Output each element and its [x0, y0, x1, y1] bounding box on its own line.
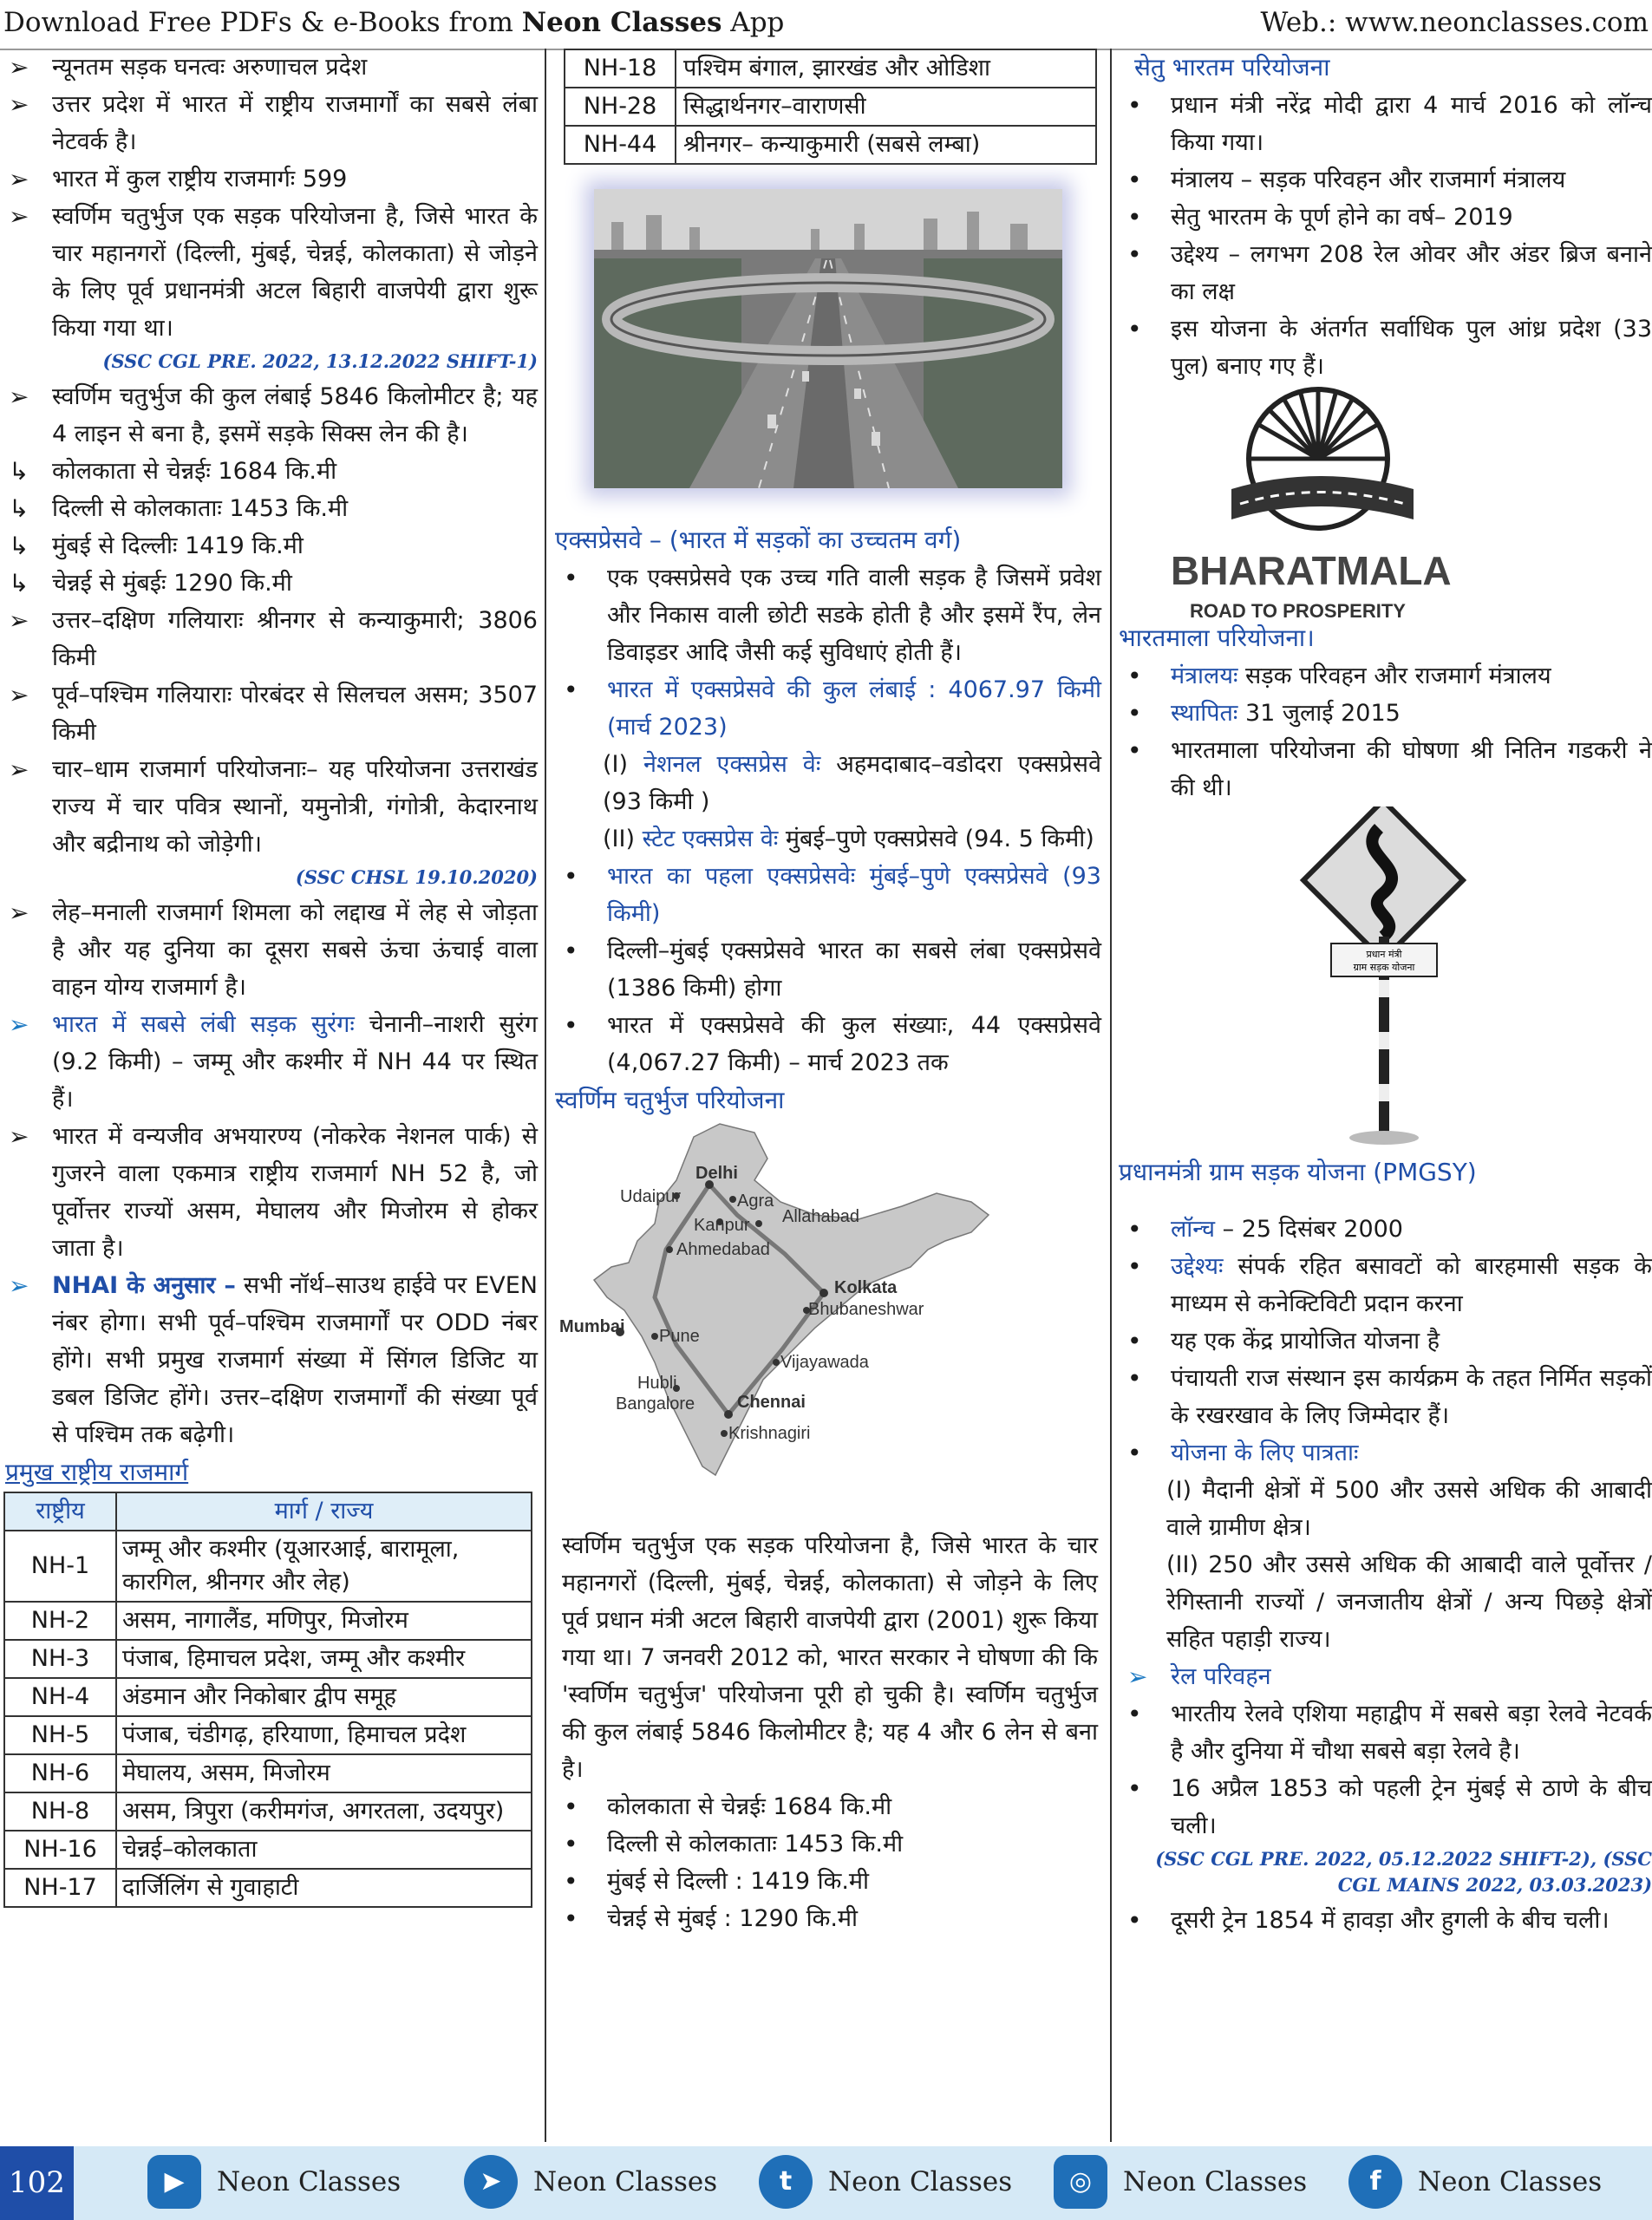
sub-item [0, 453, 538, 490]
item-text: न्यूनतम सड़क घनत्वः अरुणाचल प्रदेश [52, 54, 368, 81]
list-item [0, 378, 538, 453]
item-text: पंचायती राज संस्थान इस कार्यक्रम के तहत निर्मित सड़कों के रखरखाव के लिए जिम्मेदार हैं। [1171, 1365, 1652, 1429]
highway-number: NH-44 [565, 126, 676, 164]
arrow-bullet-icon: ➢ [9, 898, 29, 927]
item-heading: मंत्रालयः [1171, 663, 1238, 689]
highway-route: श्रीनगर– कन्याकुमारी (सबसे लम्बा) [676, 126, 1096, 164]
item-text: चेनानी–नाशरी सुरंग (9.2 किमी) – जम्मू और कश्मीर में NH 44 पर स्थित हैं। [52, 1011, 538, 1113]
sub-item [555, 820, 1101, 858]
list-item [0, 751, 538, 863]
bullet-icon: • [1127, 91, 1142, 120]
bullet-icon: • [564, 1830, 578, 1858]
social-label: Neon Classes [828, 2166, 1013, 2197]
table-row [4, 1792, 532, 1831]
bullet-icon: • [1127, 1252, 1142, 1281]
list-item [0, 86, 538, 160]
highway-number: NH-28 [565, 88, 676, 126]
sub-item [0, 565, 538, 602]
list-item [1119, 657, 1652, 695]
section-heading: प्रधानमंत्री ग्राम सड़क योजना (PMGSY) [1119, 1158, 1477, 1186]
bullet-icon: • [564, 676, 578, 704]
instagram-icon: ◎ [1054, 2155, 1107, 2209]
list-item [1119, 1248, 1652, 1322]
map-label-hubli: Hubli [637, 1374, 677, 1393]
item-heading: योजना के लिए पात्रताः [1171, 1440, 1359, 1466]
list-item [1119, 161, 1652, 199]
list-item [0, 894, 538, 1006]
arrow-bullet-icon: ➢ [9, 606, 29, 635]
bullet-icon: • [564, 564, 578, 592]
section-heading: सेतु भारतम परियोजना [1134, 53, 1330, 82]
map-label-ahmedabad: Ahmedabad [676, 1240, 770, 1259]
page-number: 102 [0, 2146, 74, 2220]
sign-line-1: प्रधान मंत्री [1366, 949, 1402, 960]
logo-title: BHARATMALA [1171, 548, 1452, 593]
table-title: प्रमुख राष्ट्रीय राजमार्ग [5, 1458, 189, 1486]
arrow-bullet-icon: ➢ [9, 382, 29, 411]
item-heading: रेल परिवहन [1171, 1663, 1271, 1690]
highway-number: NH-8 [4, 1792, 116, 1831]
map-label-kanpur: Kanpur [694, 1216, 750, 1235]
highway-image [594, 189, 1062, 488]
item-text: संपर्क रहित बसावटों को बारहमासी सड़क के माध्यम से कनेक्टिविटी प्रदान करना [1171, 1253, 1652, 1317]
map-label-bhubaneshwar: Bhubaneshwar [808, 1300, 924, 1319]
bullet-icon: • [1127, 1774, 1142, 1803]
bullet-icon: • [1127, 1439, 1142, 1467]
map-label-vijayawada: Vijayawada [780, 1353, 869, 1372]
list-item [1119, 732, 1652, 806]
list-item [555, 858, 1101, 932]
item-text: दूसरी ट्रेन 1854 में हावड़ा और हुगली के बीच चली। [1171, 1907, 1610, 1934]
highway-route: सिद्धार्थनगर–वाराणसी [676, 88, 1096, 126]
list-item [0, 602, 538, 676]
table-row [4, 1678, 532, 1716]
logo-subtitle: ROAD TO PROSPERITY [1190, 600, 1406, 622]
sign-line-2: ग्राम सड़क योजना [1353, 962, 1415, 973]
bullet-icon: • [564, 937, 578, 965]
header-website[interactable]: Web.: www.neonclasses.com [1260, 7, 1649, 38]
map-label-pune: Pune [659, 1327, 700, 1346]
header-prefix: Download Free PDFs & e-Books from [3, 7, 522, 38]
highway-route: पंजाब, चंडीगढ़, हरियाणा, हिमाचल प्रदेश [116, 1716, 532, 1754]
bullet-icon: • [564, 1011, 578, 1040]
list-item [555, 1825, 1101, 1863]
bullet-icon: • [564, 1792, 578, 1821]
twitter-icon: t [759, 2155, 813, 2209]
arrow-bullet-icon: ➢ [9, 53, 29, 82]
item-text: अहमदाबाद–वडोदरा एक्सप्रेसवे (93 किमी ) [603, 751, 1102, 815]
list-item [555, 1788, 1101, 1825]
bullet-icon: • [1127, 240, 1142, 269]
highway-number: NH-3 [4, 1640, 116, 1678]
item-text: चार–धाम राजमार्ग परियोजनाः– यह परियोजना उत्तराखंड राज्य में चार पवित्र स्थानों, यमुनोत्री, गंगोत्री, केदारनाथ और बद्रीनाथ को जोड़ेगी। [52, 756, 538, 858]
social-label: Neon Classes [217, 2166, 402, 2197]
arrow-bullet-icon: ➢ [9, 1010, 29, 1039]
highway-table-continued [564, 49, 1097, 165]
table-row [4, 1716, 532, 1754]
map-label-allahabad: Allahabad [782, 1207, 859, 1226]
page-header [0, 0, 1652, 50]
sub-item [555, 746, 1101, 820]
arrow-bullet-icon: ➢ [1127, 1662, 1148, 1691]
item-text: उत्तर–दक्षिण गलियाराः श्रीनगर से कन्याकुमारी; 3806 किमी [52, 607, 538, 671]
map-label-mumbai: Mumbai [559, 1317, 625, 1336]
column-divider [545, 49, 546, 2142]
item-text: लेह–मनाली राजमार्ग शिमला को लद्दाख में लेह से जोड़ता है और यह दुनिया का दूसरा सबसे ऊंचा ऊंचाई वाला वाहन योग्य राजमार्ग है। [52, 899, 538, 1001]
item-text: दिल्ली से कोलकाताः 1453 कि.मी [52, 495, 349, 522]
item-text: उत्तर प्रदेश में भारत में राष्ट्रीय राजमार्गों का सबसे लंबा नेटवर्क है। [52, 91, 538, 155]
table-row [4, 1754, 532, 1792]
map-label-agra: Agra [737, 1192, 774, 1211]
bullet-icon: • [1127, 1215, 1142, 1244]
list-item [1119, 695, 1652, 732]
map-label-chennai: Chennai [737, 1393, 806, 1412]
table-row [565, 126, 1096, 164]
list-item [1119, 1360, 1652, 1434]
item-text: यह एक केंद्र प्रायोजित योजना है [1171, 1328, 1440, 1355]
item-text: 16 अप्रैल 1853 को पहली ट्रेन मुंबई से ठाणे के बीच चली। [1171, 1775, 1652, 1839]
highway-number: NH-2 [4, 1602, 116, 1640]
item-text: दिल्ली–मुंबई एक्सप्रेसवे भारत का सबसे लंबा एक्सप्रेसवे (1386 किमी) होगा [607, 937, 1101, 1002]
exam-source: (SSC CHSL 19.10.2020) [295, 866, 538, 888]
bharatmala-logo [1119, 385, 1652, 654]
item-heading: लॉन्च [1171, 1216, 1216, 1243]
highway-number: NH-18 [565, 49, 676, 88]
bullet-icon: • [1127, 315, 1142, 343]
highway-route: जम्मू और कश्मीर (यूआरआई, बारामूला, कारगिल, श्रीनगर और लेह) [116, 1531, 532, 1602]
bullet-icon: • [1127, 1700, 1142, 1728]
arrow-bullet-icon: ➢ [9, 1122, 29, 1151]
column-header: मार्ग / राज्य [116, 1492, 532, 1531]
item-text: भारत का पहला एक्सप्रेसवेः मुंबई–पुणे एक्सप्रेसवे (93 किमी) [607, 863, 1101, 927]
exam-source: (SSC CGL PRE. 2022, 13.12.2022 SHIFT-1) [102, 350, 538, 372]
golden-quadrilateral-map [555, 1120, 1101, 1527]
highway-route: पश्चिम बंगाल, झारखंड और ओडिशा [676, 49, 1096, 88]
bullet-icon: • [1127, 1327, 1142, 1355]
bullet-icon: • [564, 1867, 578, 1896]
social-label: Neon Classes [533, 2166, 718, 2197]
sub-item: (II) 250 और उससे अधिक की आबादी वाले पूर्वोत्तर / रेगिस्तानी राज्यों / जनजातीय क्षेत्रों / अन्य पिछड़े क्षेत्रों सहित पहाड़ी राज्य। [1166, 1551, 1652, 1653]
item-text: कोलकाता से चेन्नईः 1684 कि.मी [52, 458, 337, 485]
bullet-icon: • [1127, 166, 1142, 194]
arrow-bullet-icon: ➢ [9, 165, 29, 193]
map-label-delhi: Delhi [695, 1164, 738, 1183]
table-row [4, 1531, 532, 1602]
section-heading: स्वर्णिम चतुर्भुज परियोजना [555, 1086, 785, 1114]
item-text: प्रधान मंत्री नरेंद्र मोदी द्वारा 4 मार्च 2016 को लॉन्च किया गया। [1171, 92, 1652, 156]
item-text: मंत्रालय – सड़क परिवहन और राजमार्ग मंत्रालय [1171, 166, 1566, 193]
arrow-bullet-icon: ➢ [9, 681, 29, 709]
highway-number: NH-16 [4, 1831, 116, 1869]
item-text: उद्देश्य – लगभग 208 रेल ओवर और अंडर ब्रिज बनाने का लक्ष [1171, 241, 1652, 305]
table-header-row [4, 1492, 532, 1531]
list-item [555, 1863, 1101, 1900]
corner-arrow-icon: ↳ [9, 569, 29, 597]
list-item [1119, 1434, 1652, 1472]
bullet-icon: • [1127, 203, 1142, 232]
highway-route: असम, त्रिपुरा (करीमगंज, अगरतला, उदयपुर) [116, 1792, 532, 1831]
highway-route: चेन्नई–कोलकाता [116, 1831, 532, 1869]
arrow-bullet-icon: ➢ [9, 90, 29, 119]
item-text: पूर्व–पश्चिम गलियाराः पोरबंदर से सिलचल असम; 3507 किमी [52, 682, 538, 746]
list-item [1119, 310, 1652, 385]
youtube-icon: ▶ [147, 2155, 201, 2209]
column-1 [0, 49, 538, 2142]
list-item [0, 1267, 538, 1453]
list-item [1119, 1211, 1652, 1248]
item-text: भारतमाला परियोजना की घोषणा श्री नितिन गडकरी ने की थी। [1171, 737, 1652, 801]
corner-arrow-icon: ↳ [9, 457, 29, 486]
column-header: राष्ट्रीय [4, 1492, 116, 1531]
item-heading: NHAI के अनुसार – [52, 1272, 236, 1299]
item-text: एक एक्सप्रेसवे एक उच्च गति वाली सड़क है जिसमें प्रवेश और निकास वाली छोटी सडके होती है और इसमें रैंप, लेन डिवाइडर आदि जैसी कई सुविधाएं होती हैं। [607, 565, 1101, 666]
list-item [1119, 87, 1652, 161]
highway-number: NH-5 [4, 1716, 116, 1754]
table-row [565, 49, 1096, 88]
facebook-icon: f [1348, 2155, 1402, 2209]
table-row [4, 1602, 532, 1640]
list-item [1119, 199, 1652, 236]
list-item [555, 559, 1101, 671]
item-text: मुंबई से दिल्लीः 1419 कि.मी [52, 532, 304, 559]
highway-route: पंजाब, हिमाचल प्रदेश, जम्मू और कश्मीर [116, 1640, 532, 1678]
list-item [1119, 1658, 1652, 1695]
item-number: (II) [603, 826, 643, 852]
map-label-krishnagiri: Krishnagiri [728, 1424, 811, 1443]
flyover-photo [594, 189, 1062, 488]
item-text: इस योजना के अंतर्गत सर्वाधिक पुल आंध्र प्रदेश (33 पुल) बनाए गए हैं। [1171, 316, 1652, 380]
section-heading: एक्सप्रेसवे – (भारत में सड़कों का उच्चतम वर्ग) [555, 526, 962, 554]
item-text: 31 जुलाई 2015 [1237, 700, 1401, 727]
highway-table [3, 1492, 532, 1908]
section-heading: भारतमाला परियोजना। [1119, 624, 1315, 652]
map-label-kolkata: Kolkata [834, 1278, 898, 1297]
arrow-bullet-icon: ➢ [9, 1271, 29, 1300]
item-number: (I) [603, 751, 643, 778]
sub-item [0, 490, 538, 527]
list-item [1119, 1770, 1652, 1845]
list-item [1119, 1322, 1652, 1360]
sub-item: (I) मैदानी क्षेत्रों में 500 और उससे अधिक की आबादी वाले ग्रामीण क्षेत्र। [1166, 1477, 1652, 1541]
telegram-icon: ➤ [464, 2155, 518, 2209]
list-item [0, 676, 538, 751]
highway-number: NH-17 [4, 1869, 116, 1907]
list-item [555, 1007, 1101, 1081]
item-text: सेतु भारतम के पूर्ण होने का वर्ष– 2019 [1171, 204, 1513, 231]
corner-arrow-icon: ↳ [9, 494, 29, 523]
arrow-bullet-icon: ➢ [9, 202, 29, 231]
list-item [1119, 1695, 1652, 1770]
highway-route: असम, नागालैंड, मणिपुर, मिजोरम [116, 1602, 532, 1640]
item-heading: नेशनल एक्सप्रेस वेः [643, 751, 821, 778]
item-text: मुंबई से दिल्ली : 1419 कि.मी [607, 1868, 870, 1895]
item-text: भारत में वन्यजीव अभयारण्य (नोकरेक नेशनल पार्क) से गुजरने वाला एकमात्र राष्ट्रीय राजमार्ग NH 52 है, जो पूर्वोत्तर राज्यों असम, मेघालय और मिजोरम से होकर जाता है। [52, 1123, 538, 1262]
item-text: दिल्ली से कोलकाताः 1453 कि.मी [607, 1831, 904, 1858]
table-row [4, 1640, 532, 1678]
item-heading: उद्देश्यः [1171, 1253, 1224, 1280]
column-2 [555, 49, 1101, 2142]
paragraph: स्वर्णिम चतुर्भुज एक सड़क परियोजना है, जिसे भारत के चार महानगरों (दिल्ली, मुंबई, चेन्नई, कोलकाता) से जोड़ने के लिए पूर्व प्रधान मंत्री अटल बिहारी वाजपेयी द्वारा (2001) शुरू किया गया था। 7 जनवरी 2012 को, भारत सरकार ने घोषणा की कि 'स्वर्णिम चतुर्भुज' परियोजना पूरी हो चुकी है। स्वर्णिम चतुर्भुज की कुल लंबाई 5846 किलोमीटर है; यह 4 और 6 लेन से बना है। [562, 1532, 1098, 1783]
sub-item [0, 527, 538, 565]
highway-number: NH-1 [4, 1531, 116, 1602]
item-text: सभी नॉर्थ–साउथ हाईवे पर EVEN नंबर होगा। सभी पूर्व–पश्चिम राजमार्गों पर ODD नंबर होंगे। सभी प्रमुख राजमार्ग संख्या में सिंगल डिजिट या डबल डिजिट होंगे। उत्तर–दक्षिण राजमार्गों की संख्या पूर्व से पश्चिम तक बढ़ेगी। [52, 1272, 538, 1448]
map-label-bangalore: Bangalore [616, 1394, 695, 1414]
exam-source: (SSC CGL PRE. 2022, 05.12.2022 SHIFT-2), (SSC CGL MAINS 2022, 03.03.2023) [1155, 1848, 1652, 1896]
item-text: भारत में एक्सप्रेसवे की कुल लंबाई : 4067.97 किमी (मार्च 2023) [607, 676, 1101, 741]
highway-route: अंडमान और निकोबार द्वीप समूह [116, 1678, 532, 1716]
map-label-udaipur: Udaipur [620, 1187, 682, 1206]
bullet-icon: • [1127, 699, 1142, 728]
list-item [0, 1006, 538, 1118]
list-item [555, 1900, 1101, 1937]
column-divider [1110, 49, 1112, 2142]
item-text: चेन्नई से मुंबई : 1290 कि.मी [607, 1905, 859, 1932]
item-text: स्वर्णिम चतुर्भुज एक सड़क परियोजना है, जिसे भारत के चार महानगरों (दिल्ली, मुंबई, चेन्नई, कोलकाता) से जोड़ने के लिए पूर्व प्रधानमंत्री अटल बिहारी वाजपेयी द्वारा शुरू किया गया था। [52, 203, 538, 342]
list-item [1119, 1902, 1652, 1939]
highway-route: मेघालय, असम, मिजोरम [116, 1754, 532, 1792]
column-3 [1119, 49, 1652, 2142]
list-item [1119, 236, 1652, 310]
list-item [555, 671, 1101, 746]
highway-route: दार्जिलिंग से गुवाहाटी [116, 1869, 532, 1907]
bullet-icon: • [1127, 1364, 1142, 1393]
header-suffix: App [722, 7, 785, 38]
bullet-icon: • [564, 1904, 578, 1933]
item-text: चेन्नई से मुंबईः 1290 कि.मी [52, 570, 292, 597]
corner-arrow-icon: ↳ [9, 532, 29, 560]
item-text: सड़क परिवहन और राजमार्ग मंत्रालय [1237, 663, 1551, 689]
social-label: Neon Classes [1123, 2166, 1308, 2197]
header-brand: Neon Classes [521, 7, 722, 38]
item-text: स्वर्णिम चतुर्भुज की कुल लंबाई 5846 किलोमीटर है; यह 4 लाइन से बना है, इसमें सड़के सिक्स लेन की है। [52, 383, 538, 447]
bullet-icon: • [564, 862, 578, 891]
table-row [4, 1869, 532, 1907]
social-label: Neon Classes [1418, 2166, 1603, 2197]
chakra-road-logo-icon [1119, 385, 1652, 654]
list-item [555, 932, 1101, 1007]
list-item [0, 160, 538, 198]
table-row [565, 88, 1096, 126]
header-left [3, 7, 784, 38]
road-sign-image [1119, 806, 1652, 1153]
highway-number: NH-6 [4, 1754, 116, 1792]
bullet-icon: • [1127, 662, 1142, 690]
item-text: भारत में कुल राष्ट्रीय राजमार्गः 599 [52, 166, 348, 193]
list-item [0, 49, 538, 86]
page-footer [0, 2146, 1652, 2220]
list-item [0, 1118, 538, 1267]
table-row [4, 1831, 532, 1869]
bullet-icon: • [1127, 1906, 1142, 1935]
item-heading: स्टेट एक्सप्रेस वेः [642, 826, 779, 852]
item-text: – 25 दिसंबर 2000 [1215, 1216, 1403, 1243]
list-item [0, 198, 538, 347]
item-text: भारतीय रेलवे एशिया महाद्वीप में सबसे बड़ा रेलवे नेटवर्क है और दुनिया में चौथा सबसे बड़ा रेलवे है। [1171, 1701, 1652, 1765]
highway-number: NH-4 [4, 1678, 116, 1716]
item-heading: स्थापितः [1171, 700, 1238, 727]
item-text: कोलकाता से चेन्नईः 1684 कि.मी [607, 1793, 892, 1820]
item-heading: भारत में सबसे लंबी सड़क सुरंगः [52, 1011, 355, 1038]
item-text: मुंबई–पुणे एक्सप्रेसवे (94. 5 किमी) [778, 826, 1094, 852]
arrow-bullet-icon: ➢ [9, 755, 29, 784]
bullet-icon: • [1127, 736, 1142, 765]
item-text: भारत में एक्सप्रेसवे की कुल संख्याः, 44 एक्सप्रेसवे (4,067.27 किमी) – मार्च 2023 तक [607, 1012, 1101, 1076]
